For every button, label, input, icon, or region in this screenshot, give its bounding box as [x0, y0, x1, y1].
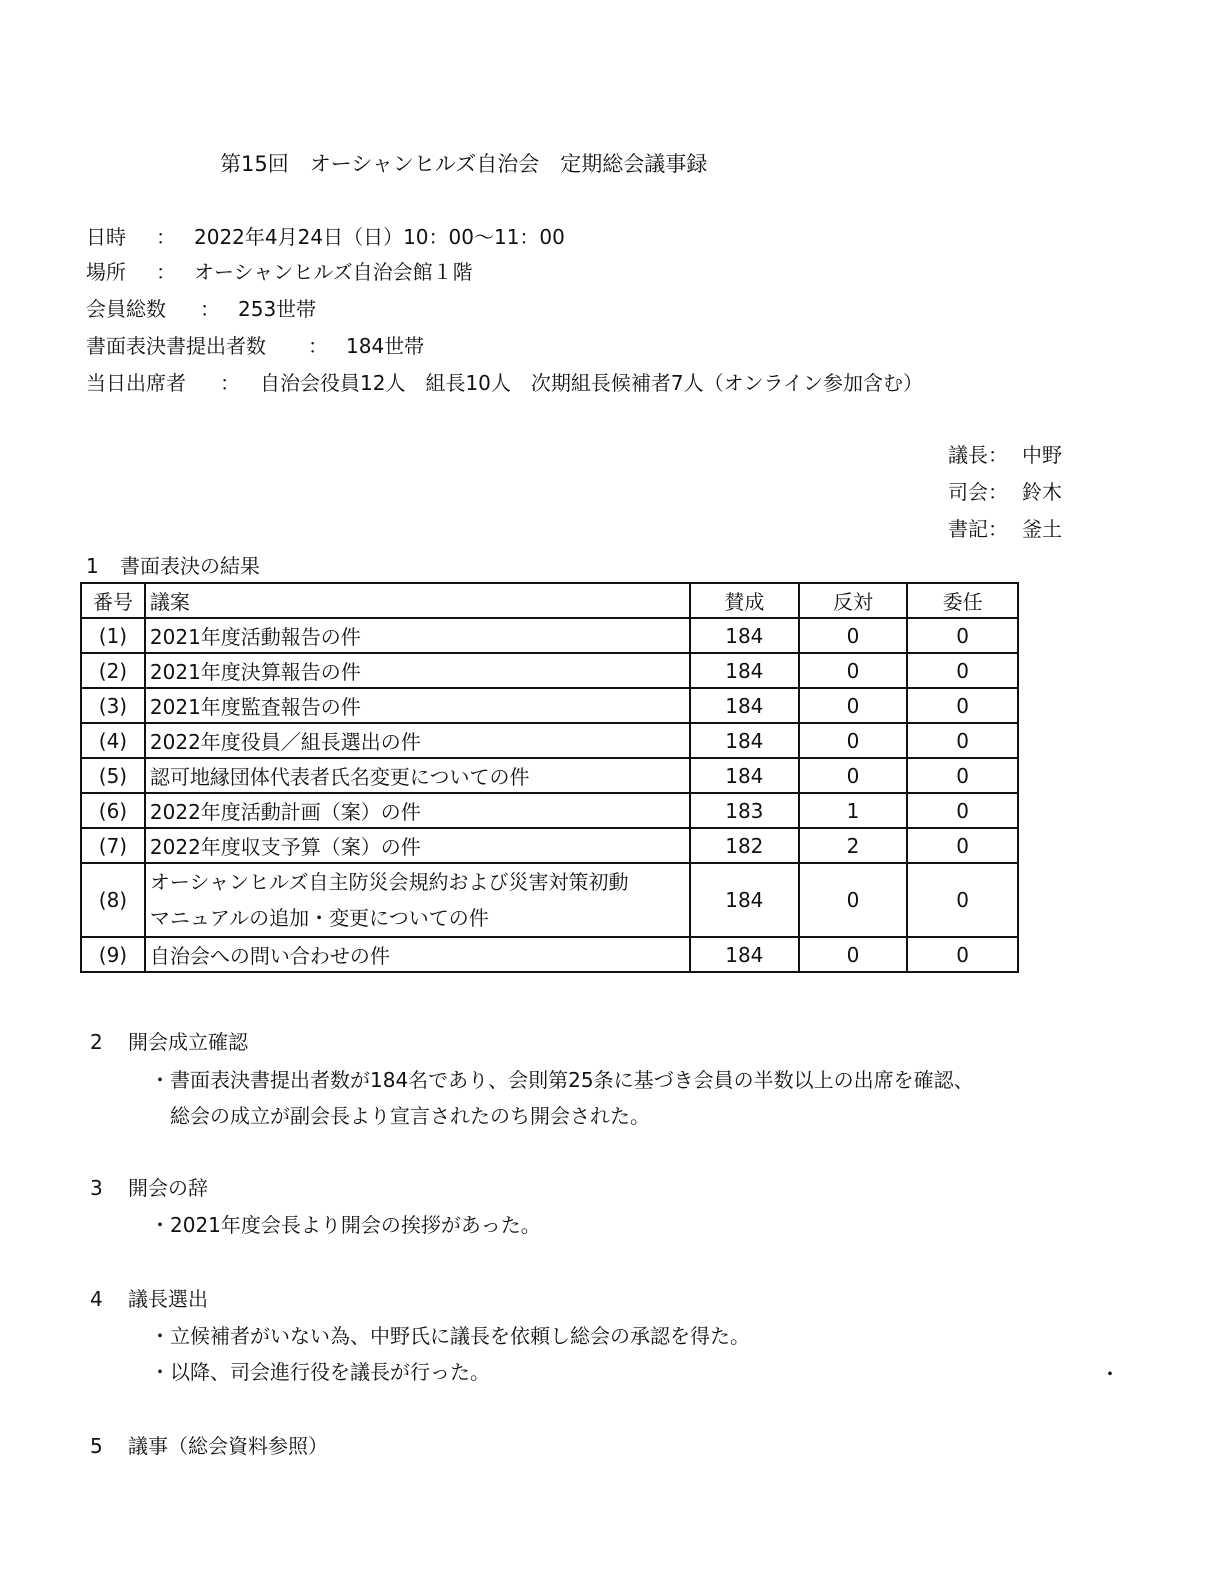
row-item: 認可地縁団体代表者氏名変更についての件	[145, 758, 690, 793]
row-number: (1)	[81, 618, 145, 653]
info-label: 場所	[86, 260, 126, 284]
row-item: 2022年度役員／組長選出の件	[145, 723, 690, 758]
section-4-heading	[90, 1283, 208, 1312]
row-yes: 184	[690, 723, 799, 758]
header-item: 議案	[145, 583, 690, 618]
table-row	[81, 723, 1018, 758]
section-2-heading	[90, 1026, 248, 1055]
info-value: オーシャンヒルズ自治会館１階	[194, 260, 473, 284]
table-row	[81, 618, 1018, 653]
row-number: (9)	[81, 937, 145, 972]
info-value: 253世帯	[238, 297, 317, 321]
section-3-heading	[90, 1172, 208, 1201]
section-2-text-line: ・書面表決書提出者数が184名であり、会則第25条に基づき会員の半数以上の出席を確認、	[150, 1068, 974, 1092]
section-title: 書面表決の結果	[120, 554, 260, 578]
table-header-row	[81, 583, 1018, 618]
section-title: 議事（総会資料参照）	[128, 1434, 328, 1458]
section-3-text-line: ・2021年度会長より開会の挨拶があった。	[150, 1213, 541, 1237]
header-no: 反対	[799, 583, 908, 618]
row-item: 2021年度監査報告の件	[145, 688, 690, 723]
role-mc	[948, 477, 1062, 507]
row-proxy: 0	[907, 828, 1018, 863]
row-no: 0	[799, 653, 908, 688]
section-number: 2	[90, 1030, 103, 1054]
row-yes: 184	[690, 688, 799, 723]
info-label: 書面表決書提出者数	[86, 334, 266, 358]
row-no: 0	[799, 863, 908, 937]
role-name: 釜土	[1022, 517, 1062, 541]
info-label: 日時	[86, 225, 126, 249]
row-item: 2021年度決算報告の件	[145, 653, 690, 688]
row-item: 2021年度活動報告の件	[145, 618, 690, 653]
row-proxy: 0	[907, 863, 1018, 937]
row-proxy: 0	[907, 937, 1018, 972]
row-yes: 183	[690, 793, 799, 828]
info-sep: ：	[308, 334, 328, 358]
info-label: 当日出席者	[86, 371, 186, 395]
section-2-text-line: 総会の成立が副会長より宣言されたのち開会された。	[170, 1104, 650, 1128]
row-yes: 184	[690, 863, 799, 937]
row-no: 0	[799, 618, 908, 653]
role-name: 中野	[1022, 443, 1062, 467]
header-proxy: 委任	[907, 583, 1018, 618]
row-item-line: オーシャンヒルズ自主防災会規約および災害対策初動	[149, 870, 629, 894]
role-label: 議長：	[948, 443, 1008, 467]
row-proxy: 0	[907, 758, 1018, 793]
table-row	[81, 793, 1018, 828]
page-title: 第15回 オーシャンヒルズ自治会 定期総会議事録	[220, 152, 708, 176]
info-sep: ：	[200, 297, 220, 321]
info-sep: ：	[156, 225, 176, 249]
section-title: 開会の辞	[128, 1176, 208, 1200]
info-sep: ：	[156, 260, 176, 284]
vote-results-table	[80, 582, 1019, 973]
row-proxy: 0	[907, 688, 1018, 723]
role-secretary	[948, 514, 1062, 544]
row-number: (2)	[81, 653, 145, 688]
info-value: 自治会役員12人 組長10人 次期組長候補者7人（オンライン参加含む）	[260, 371, 924, 395]
row-proxy: 0	[907, 653, 1018, 688]
role-name: 鈴木	[1022, 480, 1062, 504]
row-item	[145, 863, 690, 937]
info-sep: ：	[220, 371, 240, 395]
row-proxy: 0	[907, 723, 1018, 758]
row-number: (5)	[81, 758, 145, 793]
table-row	[81, 653, 1018, 688]
row-no: 2	[799, 828, 908, 863]
row-no: 1	[799, 793, 908, 828]
row-yes: 182	[690, 828, 799, 863]
role-chair	[948, 440, 1062, 470]
row-no: 0	[799, 758, 908, 793]
section-1-heading	[86, 550, 260, 579]
section-number: 3	[90, 1176, 103, 1200]
row-yes: 184	[690, 653, 799, 688]
section-5-heading	[90, 1430, 328, 1459]
header-yes: 賛成	[690, 583, 799, 618]
row-number: (4)	[81, 723, 145, 758]
info-value: 184世帯	[346, 334, 425, 358]
row-number: (6)	[81, 793, 145, 828]
table-row	[81, 828, 1018, 863]
row-yes: 184	[690, 758, 799, 793]
row-no: 0	[799, 937, 908, 972]
table-row	[81, 758, 1018, 793]
row-number: (3)	[81, 688, 145, 723]
stray-dot: ・	[1100, 1362, 1120, 1386]
table-row	[81, 863, 1018, 937]
row-number: (8)	[81, 863, 145, 937]
section-title: 議長選出	[128, 1287, 208, 1311]
row-item-line: マニュアルの追加・変更についての件	[149, 906, 489, 930]
row-no: 0	[799, 688, 908, 723]
row-item: 自治会への問い合わせの件	[145, 937, 690, 972]
table-row	[81, 937, 1018, 972]
info-value: 2022年4月24日（日）10：00～11：00	[194, 225, 565, 249]
role-label: 書記：	[948, 517, 1008, 541]
row-item: 2022年度活動計画（案）の件	[145, 793, 690, 828]
section-number: 1	[86, 554, 99, 578]
row-yes: 184	[690, 937, 799, 972]
row-proxy: 0	[907, 793, 1018, 828]
row-no: 0	[799, 723, 908, 758]
section-4-text-line: ・立候補者がいない為、中野氏に議長を依頼し総会の承認を得た。	[150, 1324, 750, 1348]
section-number: 4	[90, 1287, 103, 1311]
row-proxy: 0	[907, 618, 1018, 653]
table-row	[81, 688, 1018, 723]
header-number: 番号	[81, 583, 145, 618]
row-yes: 184	[690, 618, 799, 653]
info-label: 会員総数	[86, 297, 166, 321]
role-label: 司会：	[948, 480, 1008, 504]
section-number: 5	[90, 1434, 103, 1458]
row-item: 2022年度収支予算（案）の件	[145, 828, 690, 863]
section-title: 開会成立確認	[128, 1030, 248, 1054]
row-number: (7)	[81, 828, 145, 863]
section-4-text-line: ・以降、司会進行役を議長が行った。	[150, 1360, 490, 1384]
